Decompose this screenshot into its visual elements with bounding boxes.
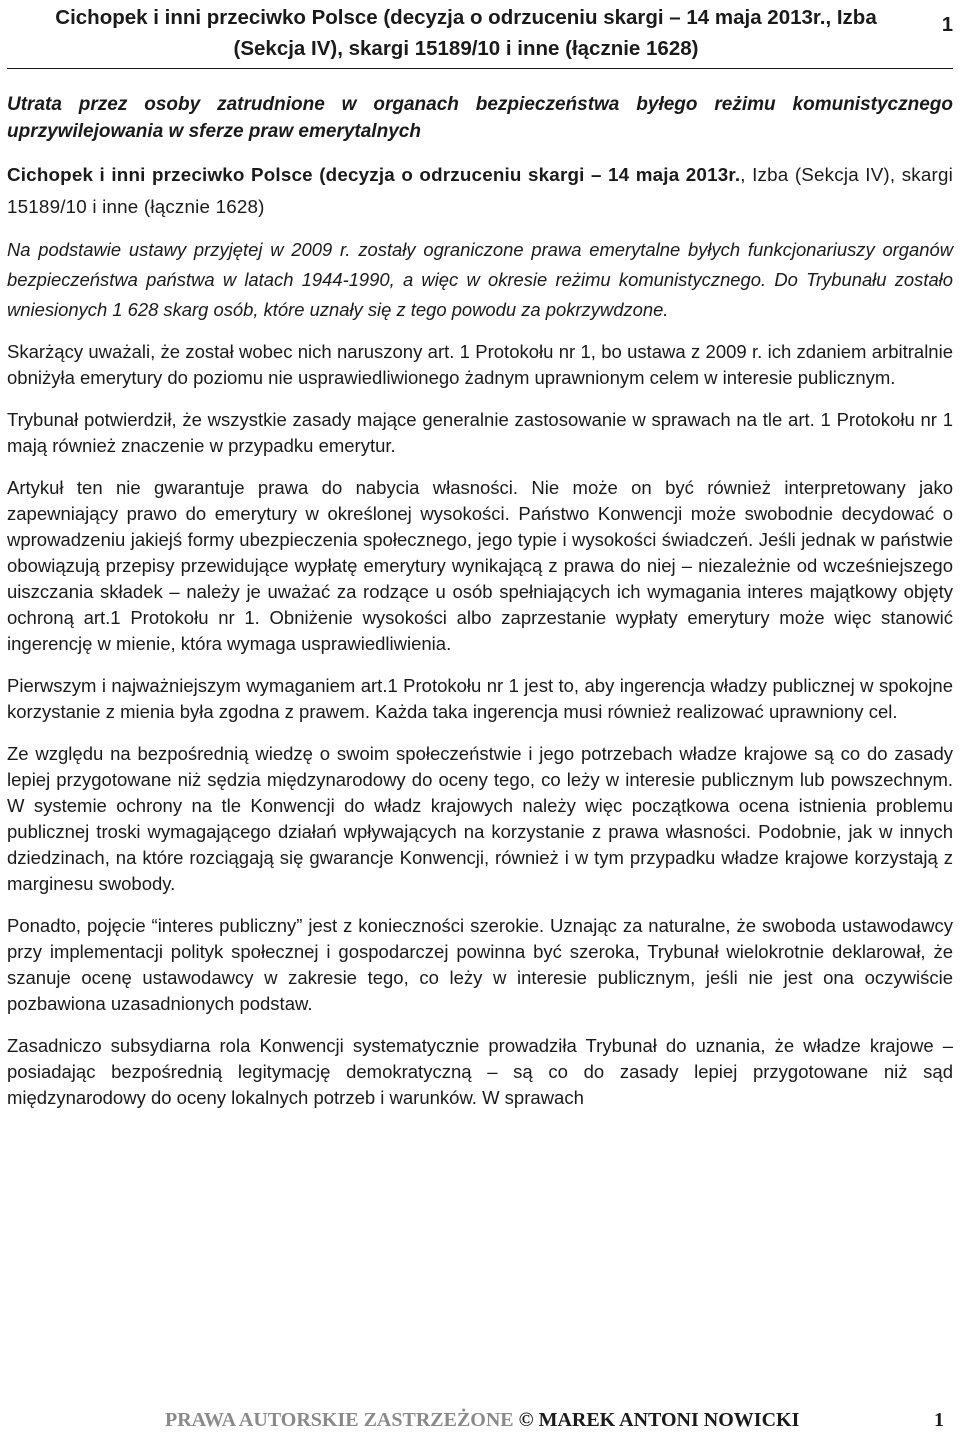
intro-paragraph: Na podstawie ustawy przyjętej w 2009 r. zostały ograniczone prawa emerytalne byłych funkcjonariuszy organów bezpieczeństwa państwa w latach 1944-1990, a więc w okresie reżimu komunistycznego. Do Trybunału zostało wniesionych 1 628 skarg osób, które uznały się z tego powodu za pokrzywdzone. (7, 239, 953, 320)
copyright-notice (165, 1405, 799, 1435)
page-header (7, 2, 953, 64)
document-body (7, 92, 953, 1111)
running-header-title (7, 2, 925, 64)
header-page-number: 1 (941, 14, 953, 36)
case-title-bold: Cichopek i inni przeciwko Polsce (decyzja o odrzuceniu skargi – 14 maja 2013r. (7, 164, 741, 185)
running-header-line-1: Cichopek i inni przeciwko Polsce (decyzja o odrzuceniu skargi – 14 maja 2013r., Izba (55, 6, 877, 29)
copyright-label: PRAWA AUTORSKIE ZASTRZEŻONE (165, 1409, 514, 1431)
author-name: MAREK ANTONI NOWICKI (538, 1409, 800, 1431)
paragraph-5: Ze względu na bezpośrednią wiedzę o swoim społeczeństwie i jego potrzebach władze krajowe są co do zasady lepiej przygotowane niż sędzia międzynarodowy do oceny tego, co leży w interesie publicznym lub powszechnym. W systemie ochrony na tle Konwencji do władz krajowych należy więc początkowa ocena istnienia problemu publicznej troski wymagającego działań wpływających na korzystanie z prawa własności. Podobnie, jak w innych dziedzinach, na które rozciągają się gwarancje Konwencji, również i w tym przypadku władze krajowe korzystają z marginesu swobody. (7, 743, 953, 894)
copyright-symbol: © (518, 1409, 534, 1431)
paragraph-7: Zasadniczo subsydiarna rola Konwencji systematycznie prowadziła Trybunał do uznania, że władze krajowe – posiadając bezpośrednią legitymację demokratyczną – są co do zasady lepiej przygotowane niż sąd międzynarodowy do oceny lokalnych potrzeb i warunków. W sprawach (7, 1035, 953, 1108)
running-header-line-2: (Sekcja IV), skargi 15189/10 i inne (łącznie 1628) (233, 37, 699, 60)
paragraph-3: Artykuł ten nie gwarantuje prawa do nabycia własności. Nie może on być również interpretowany jako zapewniający prawo do emerytury w określonej wysokości. Państwo Konwencji może swobodnie decydować o wprowadzeniu jakiejś formy ubezpieczenia społecznego, jego typie i wysokości świadczeń. Jeśli jednak w państwie obowiązują przepisy przewidujące wypłatę emerytury wynikającą z prawa do niej – niezależnie od wcześniejszego uiszczania składek – należy je uważać za rodzące u osób spełniających ich wymagania interes majątkowy objęty ochroną art.1 Protokołu nr 1. Obniżenie wysokości albo zaprzestanie wypłaty emerytury może więc stanowić ingerencję w mienie, która wymaga usprawiedliwienia. (7, 477, 953, 654)
case-title (7, 159, 953, 223)
paragraph-6: Ponadto, pojęcie “interes publiczny” jest z konieczności szerokie. Uznając za naturalne, że swoboda ustawodawcy przy implementacji polityk społecznej i gospodarczej powinna być szeroka, Trybunał wielokrotnie deklarował, że szanuje ocenę ustawodawcy w zakresie tego, co leży w interesie publicznym, jeśli nie jest ona oczywiście pozbawiona uzasadnionych podstaw. (7, 915, 953, 1014)
page-footer (0, 1405, 960, 1435)
document-subtitle: Utrata przez osoby zatrudnione w organach bezpieczeństwa byłego reżimu komunistycznego uprzywilejowania w sferze praw emerytalnych (7, 94, 953, 142)
footer-page-number: 1 (934, 1409, 944, 1431)
paragraph-4: Pierwszym i najważniejszym wymaganiem art.1 Protokołu nr 1 jest to, aby ingerencja władzy publicznej w spokojne korzystanie z mienia była zgodna z prawem. Każda taka ingerencja musi również realizować uprawniony cel. (7, 675, 953, 722)
header-divider (7, 68, 953, 69)
case-title-normal: , Izba (Sekcja IV), skargi 15189/10 i inne (łącznie 1628) (7, 164, 954, 217)
paragraph-2: Trybunał potwierdził, że wszystkie zasady mające generalnie zastosowanie w sprawach na tle art. 1 Protokołu nr 1 mają również znaczenie w przypadku emerytur. (7, 409, 953, 456)
paragraph-1: Skarżący uważali, że został wobec nich naruszony art. 1 Protokołu nr 1, bo ustawa z 2009 r. ich zdaniem arbitralnie obniżyła emerytury do poziomu nie usprawiedliwionego żadnym uprawnionym celem w interesie publicznym. (7, 341, 953, 388)
